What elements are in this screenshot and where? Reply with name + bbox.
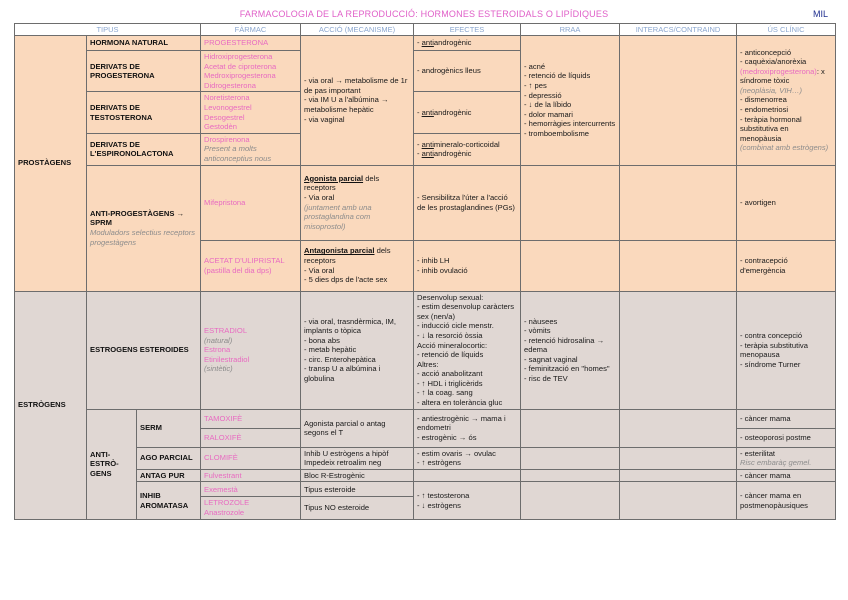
us-inhib-aromatasa: - càncer mama en postmenopàusiques [737,482,836,519]
pharmacology-table [14,23,836,520]
us-mifepristona: - avortigen [737,165,836,240]
drug-tamoxife: TAMOXIFÈ [201,409,301,428]
row-tamoxife [15,409,836,428]
efecte-derivats-espironolactona: - antimineralo-corticoidal - antiandrogènic [414,133,521,165]
efectes-estrogens-esteroides: Desenvolup sexual: - estim desenvolup caràcters sex (nen/a) - inducció cicle menstr. - ↓ la resorció òssia Acció mineralocortic: - retenció de líquids Altres: - acció anabolitzant - ↑ HDL i triglicèrids - ↑ la coag. sang - altera en tolerància gluc [414,291,521,409]
efectes-serm: - antiestrogènic → mama i endometri - estrogènic → ós [414,409,521,447]
accio-exemesta: Tipus esteroide [301,482,414,497]
rraa-fulvestrant [521,469,620,482]
accio-line: - via oral → metabolisme de 1r de pas important [304,76,408,95]
rraa-inhib-aromatasa [521,482,620,519]
row-exemesta [15,482,836,497]
efecte-derivats-progesterona: - androgènics lleus [414,51,521,92]
group-estrogens: ESTRÒGENS [15,291,87,519]
drugs-derivats-espironolactona: Drospirenona Present a molts anticonceptius nous [201,133,301,165]
drug-ulipristal: ACETAT D'ULIPRISTAL (pastilla del dia dps) [201,240,301,291]
accio-fulvestrant: Bloc R-Estrogènic [301,469,414,482]
label-derivats-testosterona: DERIVATS DE TESTOSTERONA [87,92,201,133]
page-title: FARMACOLOGIA DE LA REPRODUCCIÓ: HORMONES ESTEROIDALS O LIPÍDIQUES [239,9,609,19]
us-tamoxife: - càncer mama [737,409,836,428]
interacs-mifepristona [620,165,737,240]
label-estrogens-esteroides: ESTROGENS ESTEROIDES [87,291,201,409]
row-clomife [15,447,836,469]
drug-progesterona: PROGESTERONA [201,36,301,51]
header-tipus: TIPUS [15,24,201,36]
row-estrogens-esteroides [15,291,836,409]
us-progestagens: - anticoncepció - caquèxia/anorèxia (medroxiprogesterona): x síndrome tòxic (neoplàsia, VIH…) - dismenorrea - endometriosi - teràpia hormonal substitutiva en menopàusia (combinat amb estrògens) [737,36,836,166]
accio-estrogens-esteroides: - via oral, trasndèrmica, IM, implants o tòpica - bona abs - metab hepàtic - circ. Enterohepàtica - transp U a albúmina i globulina [301,291,414,409]
header-efectes: EFECTES [414,24,521,36]
drugs-estrogens-esteroides: ESTRADIOL (natural) Estrona Etinilestradiol (sintètic) [201,291,301,409]
label-derivats-progesterona: DERIVATS DE PROGESTERONA [87,51,201,92]
interacs-estrogens-esteroides [620,291,737,409]
header-accio: ACCIÓ (MECANISME) [301,24,414,36]
accio-clomife: Inhib U estrògens a hipòf Impedeix retroalim neg [301,447,414,469]
efecte-hormona: - antiandrogènic [414,36,521,51]
interacs-progestagens [620,36,737,166]
efectes-inhib-aromatasa: - ↑ testosterona - ↓ estrògens [414,482,521,519]
efecte-derivats-testosterona: - antiandrogènic [414,92,521,133]
drugs-derivats-testosterona: Noretisterona Levonogestrel Desogestrel Gestodèn [201,92,301,133]
rraa-mifepristona [521,165,620,240]
us-clomife: - esterilitat Risc embaràç gemel. [737,447,836,469]
accio-line: - via vaginal [304,114,345,124]
drug-clomife: CLOMIFÈ [201,447,301,469]
drug-raloxife: RALOXIFÈ [201,428,301,447]
drug-exemesta: Exemestà [201,482,301,497]
row-mifepristona [15,165,836,240]
efectes-fulvestrant [414,469,521,482]
drugs-derivats-progesterona: Hidroxiprogesterona Acetat de ciproterona Medroxiprogesterona Didrogesterona [201,51,301,92]
header-interacs: INTERACS/CONTRAIND [620,24,737,36]
rraa-serm [521,409,620,447]
rraa-ulipristal [521,240,620,291]
accio-mifepristona: Agonista parcial dels receptors - Via oral (juntament amb una prostaglandina com misoprostol) [301,165,414,240]
header-rraa: RRAA [521,24,620,36]
row-hormona-natural [15,36,836,51]
corner-label: MIL [812,9,828,19]
rraa-progestagens: - acné - retenció de líquids - ↑ pes - depressió - ↓ de la líbido - dolor mamari - hemorràgies intercurrents - tromboembolisme [521,36,620,166]
us-ulipristal: - contracepció d'emergència [737,240,836,291]
interacs-fulvestrant [620,469,737,482]
label-hormona-natural: HORMONA NATURAL [87,36,201,51]
header-farmac: FÀRMAC [201,24,301,36]
interacs-inhib-aromatasa [620,482,737,519]
interacs-ulipristal [620,240,737,291]
group-progestagens: PROSTÀGENS [15,36,87,292]
accio-serm: Agonista parcial o antag segons el T [301,409,414,447]
header-row [15,24,836,36]
drug-fulvestrant: Fulvestrant [201,469,301,482]
efecte-mifepristona: - Sensibilitza l'úter a l'acció de les prostaglandines (PGs) [414,165,521,240]
label-anti-progestagens: ANTI-PROGESTÀGENS → SPRM Moduladors selectius receptors progestàgens [87,165,201,291]
accio-ulipristal: Antagonista parcial dels receptors - Via oral - 5 dies dps de l'acte sex [301,240,414,291]
interacs-serm [620,409,737,447]
efectes-clomife: - estim ovaris → ovulac - ↑ estrògens [414,447,521,469]
us-fulvestrant: - càncer mama [737,469,836,482]
drugs-letrozole: LETROZOLE Anastrozole [201,497,301,519]
drug-mifepristona: Mifepristona [201,165,301,240]
accio-letrozole: Tipus NO esteroide [301,497,414,519]
us-estrogens-esteroides: - contra concepció - teràpia substitutiva menopausa - síndrome Turner [737,291,836,409]
rraa-clomife [521,447,620,469]
accio-line: - via IM U a l'albúmina → metabolisme hepàtic [304,95,389,115]
rraa-estrogens-esteroides: - nàusees - vòmits - retenció hidrosalina → edema - sagnat vaginal - feminització en "homes" - risc de TEV [521,291,620,409]
label-ago-parcial: AGO PARCIAL [137,447,201,469]
header-us-clinic: ÚS CLÍNIC [737,24,836,36]
accio-progestagens [301,36,414,166]
efecte-ulipristal: - inhib LH - inhib ovulació [414,240,521,291]
row-fulvestrant [15,469,836,482]
label-serm: SERM [137,409,201,447]
label-inhib-aromatasa: INHIB AROMATASA [137,482,201,519]
label-antag-pur: ANTAG PUR [137,469,201,482]
label-derivats-espironolactona: DERIVATS DE L'ESPIRONOLACTONA [87,133,201,165]
us-raloxife: - osteoporosi postme [737,428,836,447]
label-anti-estrogens: ANTI-ESTRÒ-GENS [87,409,137,519]
interacs-clomife [620,447,737,469]
